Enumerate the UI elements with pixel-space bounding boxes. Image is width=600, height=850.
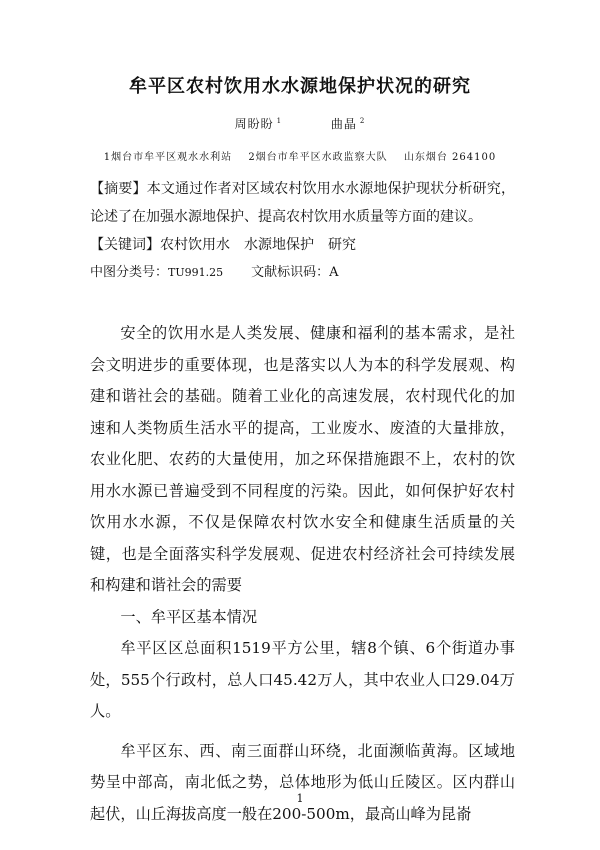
affiliation-location: 山东烟台 264100: [403, 152, 497, 163]
affiliation-1: 1烟台市牟平区观水水利站: [103, 152, 233, 163]
author-affiliation-mark: 1: [276, 117, 283, 125]
author-name: 周盼盼: [234, 117, 274, 131]
page-number: 1: [296, 792, 304, 805]
intro-paragraph: 安全的饮用水是人类发展、健康和福利的基本需求，是社会文明进步的重要体现，也是落实以人为本的科学发展观、构建和谐社会的基础。随着工业化的高速发展，农村现代化的加速和人类物质生活水平的提高，工业废水、废渣的大量排放，农业化肥、农药的大量使用，加之环保措施跟不上，农村的饮用水水源已普遍受到不同程度的污染。因此，如何保护好农村饮用水水源，不仅是保障农村饮水安全和健康生活质量的关键，也是全面落实科学发展观、促进农村经济社会可持续发展和构建和谐社会的需要: [90, 324, 515, 594]
author-name: 曲晶: [330, 117, 357, 131]
body-paragraph: 牟平区东、西、南三面群山环绕，北面濒临黄海。区域地势呈中部高，南北低之势，总体地形为低山丘陵区。区内群山起伏，山丘海拔高度一般在200-500m，最高山峰为昆嵛: [90, 741, 515, 823]
author-affiliation-mark: 2: [359, 117, 366, 125]
doc-code-value: A: [329, 265, 339, 280]
front-matter: [90, 175, 515, 287]
clc-value: TU991.25: [168, 266, 224, 279]
section-heading: 一、牟平区基本情况: [120, 607, 258, 626]
classification-line: [90, 259, 515, 287]
body-paragraph: 牟平区区总面积1519平方公里，辖8个镇、6个街道办事处，555个行政村，总人口45.42万人，其中农业人口29.04万人。: [90, 639, 515, 720]
author-2: [331, 115, 365, 132]
paper-title: 牟平区农村饮用水水源地保护状况的研究: [129, 76, 471, 97]
keywords: [90, 231, 515, 259]
clc-label: 中图分类号：: [90, 265, 169, 280]
abstract: [90, 175, 515, 231]
abstract-label: 【摘要】: [90, 181, 147, 197]
abstract-text: 本文通过作者对区域农村饮用水水源地保护现状分析研究，论述了在加强水源地保护、提高农村饮用水质量等方面的建议。: [90, 181, 516, 225]
author-1: [235, 115, 282, 132]
body-text: [90, 318, 515, 830]
affiliation-line: [0, 148, 600, 163]
doc-code-label: 文献标识码：: [251, 265, 330, 280]
keywords-label: 【关键词】: [90, 237, 160, 253]
keywords-text: 农村饮用水 水源地保护 研究: [160, 237, 356, 253]
author-line: [0, 115, 600, 132]
affiliation-2: 2烟台市牟平区水政监察大队: [248, 152, 388, 163]
